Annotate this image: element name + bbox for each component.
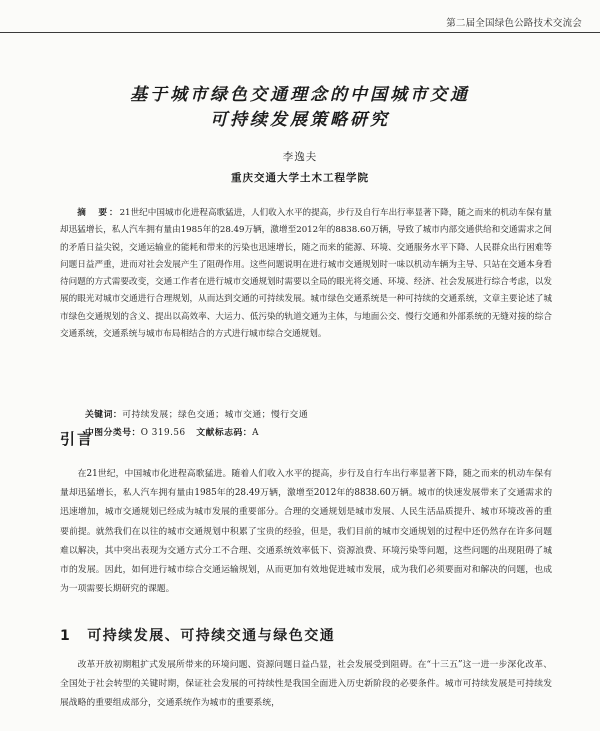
classification-line [85,425,259,438]
section-heading-1 [60,625,335,645]
author-affiliation: 重庆交通大学土木工程学院 [231,172,369,184]
classification-value: O 319.56 [140,428,186,438]
section-1-paragraph: 改革开放初期粗扩式发展所带来的环境问题、资源问题日益凸显，社会发展受到阻碍。在“十三五”这一进一步深化改革、全国处于社会转型的关键时期，保证社会发展的可持续性是我国全面进入历史新阶段的必要条件。城市可持续发展是可持续发展战略的重要组成部分，交通系统作为城市的重要系统， [60,660,552,709]
classification-label: 中图分类号： [85,428,141,438]
intro-paragraph: 在21世纪，中国城市化进程高歌猛进。随着人们收入水平的提高，步行及自行车出行率显著下降，随之而来的机动车保有量却迅猛增长，私人汽车拥有量由1985年的28.49万辆，激增至2012年的8838.60万辆。城市的快速发展带来了交通需求的迅速增加，城市交通规划已经成为城市发展的重要部分。合理的交通规划是城市发展、人民生活品质提升、城市环境改善的重要前提。就然我们在以往的城市交通规划中积累了宝贵的经验，但是，我们目前的城市交通规划的过程中还仍然存在许多问题难以解决，其中突出表现为交通方式分工不合理、交通系统效率低下、资源浪费、环境污染等问题，这些问题的出现阻碍了城市的发展。因此，如何进行城市综合交通运输规划，从而更加有效地促进城市发展，成为我们必须要面对和解决的问题，也成为一项需要长期研究的课题。 [60,469,552,595]
header-rule [0,32,600,33]
section-number: 1 [60,628,72,644]
section-heading-intro: 引言 [60,430,95,448]
keywords-line [85,407,308,420]
paper-title-line-2: 可持续发展策略研究 [210,110,390,130]
running-head: 第二届全国绿色公路技术交流会 [446,18,582,29]
keywords-value: 可持续发展；绿色交通；城市交通；慢行交通 [122,410,309,420]
abstract-label: 摘 要： [77,208,120,218]
document-code-value: A [252,428,259,438]
document-code-label: 文献标志码： [196,428,253,438]
abstract [60,205,552,343]
author-name: 李逸夫 [282,151,318,163]
keywords-label: 关键词： [85,410,123,420]
paper-title-line-1: 基于城市绿色交通理念的中国城市交通 [130,85,470,105]
section-title: 可持续发展、可持续交通与绿色交通 [87,628,336,644]
abstract-text: 21世纪中国城市化进程高歌猛进，人们收入水平的提高，步行及自行车出行率显著下降，随之而来的机动车保有量却迅猛增长，私人汽车拥有量由1985年的28.49万辆，激增至2012年的8838.60万辆，导致了城市内部交通供给和交通需求之间的矛盾日益尖锐，交通运输业的能耗和带来的污染也迅速增长，随之而来的能源、环境、交通服务水平下降、人民群众出行困难等问题日益严重，进而对社会发展产生了阻碍作用。这些问题说明在进行城市交通规划时一味以机动车辆为主导、只站在交通本身看待问题的方式需要改变，交通工作者在进行城市交通规划时需要以全局的眼光将交通、环境、经济、社会发展进行综合考虑，以发展的眼光对城市交通进行合理规划，从而达到交通的可持续发展。城市绿色交通系统是一种可持续的交通系统，文章主要论述了城市绿色交通规划的含义、提出以高效率、大运力、低污染的轨道交通为主体，与地面公交、慢行交通和外部系统的无缝对接的综合交通系统，交通系统与城市布局相结合的方式进行城市综合交通规划。 [60,208,552,340]
